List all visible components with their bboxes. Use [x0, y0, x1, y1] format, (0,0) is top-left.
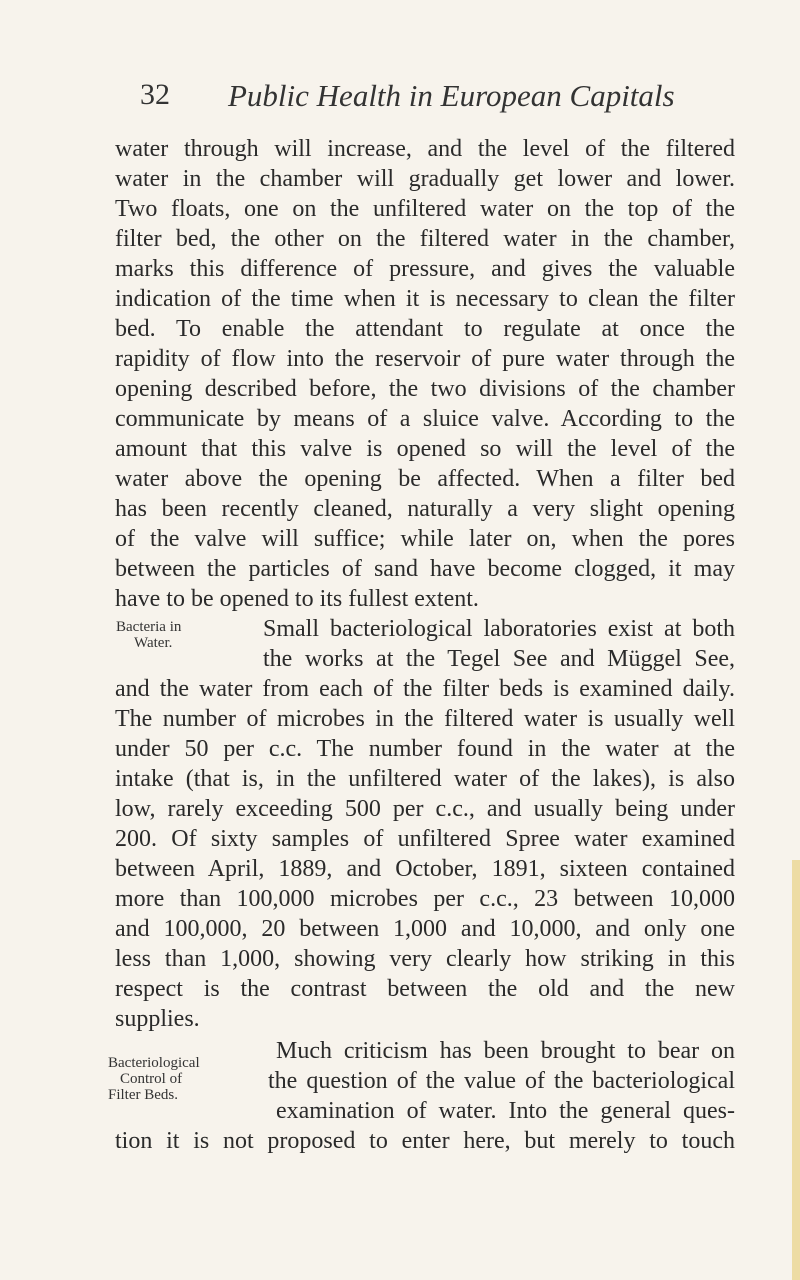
- text-line: between the particles of sand have become clogged, it may: [115, 556, 735, 582]
- text-line: of the valve will suffice; while later on, when the pores: [115, 526, 735, 552]
- text-line: low, rarely exceeding 500 per c.c., and usually being under: [115, 796, 735, 822]
- text-line: Much criticism has been brought to bear on: [276, 1038, 735, 1064]
- text-line: and 100,000, 20 between 1,000 and 10,000, and only one: [115, 916, 735, 942]
- text-line: less than 1,000, showing very clearly how striking in this: [115, 946, 735, 972]
- text-line: between April, 1889, and October, 1891, sixteen contained: [115, 856, 735, 882]
- text-line: have to be opened to its fullest extent.: [115, 586, 479, 612]
- text-line: tion it is not proposed to enter here, but merely to touch: [115, 1128, 735, 1154]
- text-line: 200. Of sixty samples of unfiltered Spree water examined: [115, 826, 735, 852]
- text-line: bed. To enable the attendant to regulate at once the: [115, 316, 735, 342]
- sidenote-line: Control of: [120, 1071, 183, 1087]
- text-line: communicate by means of a sluice valve. According to the: [115, 406, 735, 432]
- text-line: marks this difference of pressure, and gives the valuable: [115, 256, 735, 282]
- running-head: [0, 78, 800, 122]
- text-line: intake (that is, in the unfiltered water of the lakes), is also: [115, 766, 735, 792]
- running-title: Public Health in European Capitals: [228, 78, 675, 113]
- text-line: more than 100,000 microbes per c.c., 23 between 10,000: [115, 886, 735, 912]
- text-line: the works at the Tegel See and Müggel See,: [263, 646, 735, 672]
- text-line: respect is the contrast between the old and the new: [115, 976, 735, 1002]
- text-line: under 50 per c.c. The number found in the water at the: [115, 736, 735, 762]
- text-line: water above the opening be affected. When a filter bed: [115, 466, 735, 492]
- text-line: filter bed, the other on the filtered water in the chamber,: [115, 226, 735, 252]
- text-line: Small bacteriological laboratories exist at both: [263, 616, 735, 642]
- sidenote-line: Bacteria in: [116, 619, 182, 635]
- text-line: the question of the value of the bacteriological: [268, 1068, 735, 1094]
- text-line: amount that this valve is opened so will the level of the: [115, 436, 735, 462]
- text-line: opening described before, the two divisions of the chamber: [115, 376, 735, 402]
- text-line: has been recently cleaned, naturally a very slight opening: [115, 496, 735, 522]
- sidenote-line: Bacteriological: [108, 1055, 200, 1071]
- text-line: water through will increase, and the level of the filtered: [115, 136, 735, 162]
- sidenote-line: Water.: [134, 635, 173, 651]
- text-line: and the water from each of the filter beds is examined daily.: [115, 676, 735, 702]
- text-line: rapidity of flow into the reservoir of pure water through the: [115, 346, 735, 372]
- sidenote-line: Filter Beds.: [108, 1087, 178, 1103]
- sidenote-bacteria-in-water: [116, 619, 181, 651]
- text-line: examination of water. Into the general ques-: [276, 1098, 735, 1124]
- text-line: indication of the time when it is necessary to clean the filter: [115, 286, 735, 312]
- text-line: water in the chamber will gradually get lower and lower.: [115, 166, 735, 192]
- text-line: Two floats, one on the unfiltered water on the top of the: [115, 196, 735, 222]
- sidenote-bacteriological-control: [108, 1055, 200, 1103]
- page-edge-stain: [792, 860, 800, 1280]
- text-line: The number of microbes in the filtered water is usually well: [115, 706, 735, 732]
- text-line: supplies.: [115, 1006, 200, 1032]
- page-number: 32: [140, 78, 170, 111]
